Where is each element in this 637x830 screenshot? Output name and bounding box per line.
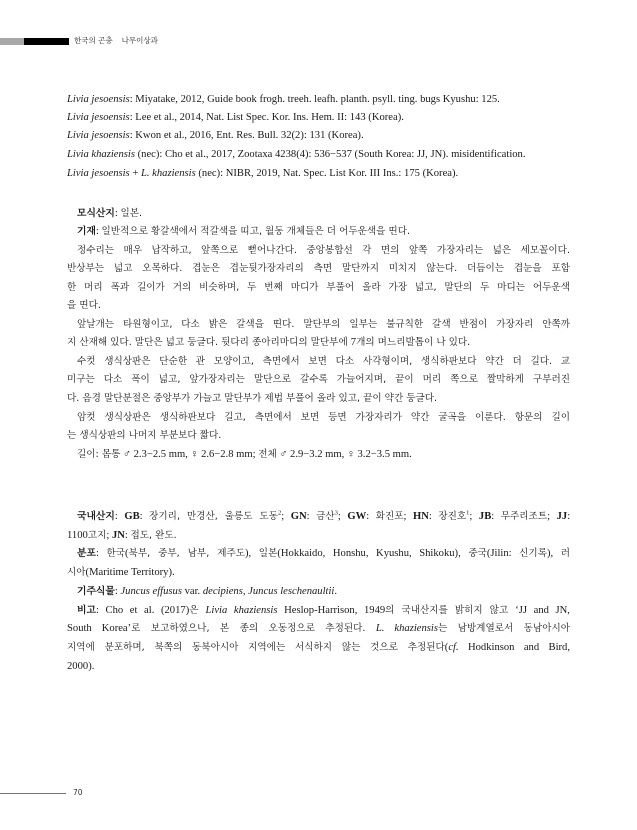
- text-segment: :: [567, 511, 570, 522]
- text-segment: 앞날개는 타원형이고, 다소 밝은 갈색을 띤다. 말단부의 일부는 불규칙한 갈색 반점이 가장자리 안쪽까: [77, 319, 570, 330]
- text-segment: :: [366, 511, 376, 522]
- text-segment: (nec): Cho et al., 2017, Zootaxa 4238(4): 536−537 (South Korea: JJ, JN). misidentification.: [134, 149, 526, 160]
- text-segment: (Maritime Territory).: [85, 567, 175, 578]
- text-line: [67, 566, 570, 580]
- text-line: [67, 660, 570, 674]
- text-segment: 지 산재해 있다. 말단은 넓고 둥글다. 뒷다리 종아리마디의 말단부에: [67, 337, 351, 348]
- section-label: 비고: [77, 605, 96, 616]
- text-line: [67, 429, 570, 443]
- text-segment: :: [95, 548, 107, 559]
- text-segment: ;: [547, 511, 557, 522]
- text-line: [67, 529, 570, 543]
- text-segment: ‘JJ and JN,: [515, 605, 570, 616]
- text-segment: (Jilin:: [486, 548, 520, 559]
- text-segment: JJ: [556, 511, 568, 522]
- text-segment: :: [114, 208, 121, 219]
- text-line: [77, 318, 570, 332]
- text-line: [67, 262, 570, 276]
- text-line: [67, 373, 570, 387]
- text-segment: 북부, 중부, 남부, 제주도: [128, 548, 246, 559]
- text-segment: : Cho et al. (2017): [95, 605, 190, 616]
- text-segment: +: [129, 168, 141, 179]
- text-segment: 전체: [258, 449, 277, 460]
- text-line: [67, 281, 570, 295]
- text-segment: 화진포: [375, 511, 404, 522]
- text-segment: 미구는 다소 폭이 넓고, 앞가장자리는 말단으로 갈수록 가늘어지며, 끝이 머리 쪽으로 짤막하게 구부러진: [67, 374, 570, 385]
- text-line: [67, 111, 570, 125]
- text-line: [67, 641, 570, 655]
- text-line: [67, 148, 570, 162]
- italic-term: L. khaziensis: [140, 168, 196, 179]
- text-segment: GB: [124, 511, 140, 522]
- text-segment: Heslop-Harrison, 1949: [277, 605, 386, 616]
- text-segment: (Hokkaido, Honshu, Kyushu, Shikoku),: [277, 548, 469, 559]
- text-segment: HN: [412, 511, 429, 522]
- italic-term: decipiens: [202, 586, 243, 597]
- text-segment: ),: [546, 548, 561, 559]
- text-segment: :: [95, 226, 102, 237]
- italic-term: Livia jesoensis: [67, 112, 130, 123]
- text-segment: 일본.: [120, 208, 143, 219]
- header-bar-black: [24, 38, 69, 45]
- italic-term: L. khaziensis: [375, 623, 438, 634]
- text-segment: 중국: [468, 548, 487, 559]
- footer-rule: [0, 793, 66, 794]
- text-segment: ;: [469, 511, 479, 522]
- text-segment: 반상부는 넓고 오목하다. 겹눈은 겹눈뒷가장자리의 측면 말단까지 미치지 않는다. 더듬이는 겹눈을 포함: [67, 263, 570, 274]
- text-segment: (nec): NIBR, 2019, Nat. Spec. List Kor. III Ins.: 175 (Korea).: [195, 168, 459, 179]
- italic-term: cf.: [448, 642, 459, 653]
- text-line: [77, 411, 570, 425]
- page-number: 70: [73, 788, 83, 797]
- text-line: [67, 129, 570, 143]
- text-line: [77, 225, 570, 239]
- text-segment: 한국: [106, 548, 126, 559]
- text-segment: GN: [290, 511, 307, 522]
- text-line: [77, 448, 570, 462]
- text-segment: 개의 며느리발톱이 나 있다.: [356, 337, 471, 348]
- text-segment: :: [491, 511, 501, 522]
- section-label: 국내산지: [77, 511, 115, 522]
- text-line: [77, 207, 570, 221]
- italic-term: Livia khaziensis: [205, 605, 278, 616]
- italic-term: Livia jesoensis: [67, 130, 130, 141]
- text-segment: ,: [242, 586, 249, 597]
- italic-term: Livia jesoensis: [67, 94, 130, 105]
- text-segment: 을 띤다.: [67, 300, 101, 311]
- text-segment: 한 머리 폭과 길이가 거의 비슷하며, 두 번째 마디가 부풀어 올라 가장 넓고, 말단의 두 마디는 어두운색: [67, 282, 570, 293]
- text-segment: 일본: [258, 548, 278, 559]
- text-segment: 다. 음경 말단분절은 중앙부가 가늘고 말단부가 제법 부풀어 올라 있고, 끝이 약간 둥글다.: [67, 393, 438, 404]
- book-title: 한국의 곤충: [74, 36, 113, 45]
- italic-term: Juncus effusus: [120, 586, 182, 597]
- text-segment: :: [124, 530, 131, 541]
- text-segment: 7: [350, 337, 357, 348]
- text-segment: 는 남방계열로서 동남아시아: [437, 623, 570, 634]
- text-segment: 무주리조트: [500, 511, 548, 522]
- text-line: [67, 299, 570, 313]
- text-segment: :: [114, 586, 121, 597]
- header-text: [74, 35, 167, 46]
- superscript: 1: [466, 510, 470, 517]
- text-segment: : Miyatake, 2012, Guide book frogh. treeh. leafh. planth. psyll. ting. bugs Kyushu: 125.: [129, 94, 500, 105]
- text-segment: ;: [106, 530, 112, 541]
- text-segment: :: [114, 511, 125, 522]
- text-segment: ♂ 2.9−3.2 mm, ♀ 3.2−3.5 mm.: [276, 449, 412, 460]
- text-segment: var.: [181, 586, 203, 597]
- text-line: [67, 93, 570, 107]
- text-line: [67, 336, 570, 350]
- chapter-title: 나무이상과: [121, 36, 158, 45]
- text-segment: : Kwon et al., 2016, Ent. Res. Bull. 32(2): 131 (Korea).: [129, 130, 364, 141]
- text-segment: JN: [111, 530, 125, 541]
- text-segment: 장진호: [438, 511, 467, 522]
- text-line: [67, 392, 570, 406]
- text-segment: 러: [560, 548, 570, 559]
- text-segment: 로 보고하였으나, 본 종의 오동정으로 추정된다.: [131, 623, 376, 634]
- text-segment: ),: [245, 548, 259, 559]
- text-segment: South Korea’: [67, 623, 132, 634]
- text-line: [77, 604, 570, 618]
- text-segment: ;: [403, 511, 413, 522]
- text-segment: (: [444, 642, 449, 653]
- section-label: 모식산지: [77, 208, 115, 219]
- text-segment: 의 국내산지를 밝히지 않고: [385, 605, 516, 616]
- text-segment: JB: [478, 511, 492, 522]
- superscript: 3: [334, 510, 338, 517]
- text-segment: 시아: [67, 567, 86, 578]
- text-line: [77, 510, 570, 524]
- text-line: [67, 167, 570, 181]
- text-line: [77, 585, 570, 599]
- section-label: 기재: [77, 226, 96, 237]
- italic-term: Juncus leschenaultii: [248, 586, 335, 597]
- text-segment: 2000).: [67, 661, 95, 672]
- text-segment: Hodkinson and Bird,: [458, 642, 570, 653]
- text-segment: ♂ 2.3−2.5 mm, ♀ 2.6−2.8 mm;: [120, 449, 259, 460]
- text-line: [67, 622, 570, 636]
- text-line: [77, 355, 570, 369]
- section-label: 기주식물: [77, 586, 115, 597]
- text-segment: 접도, 완도.: [130, 530, 177, 541]
- text-segment: 길이: 몸통: [77, 449, 121, 460]
- superscript: 2: [277, 510, 282, 517]
- text-segment: 신기록: [519, 548, 547, 559]
- text-segment: .: [334, 586, 338, 597]
- text-segment: (: [125, 548, 129, 559]
- text-segment: GW: [347, 511, 367, 522]
- section-label: 분포: [77, 548, 96, 559]
- text-segment: ;: [281, 511, 291, 522]
- text-segment: 일반적으로 황갈색에서 적갈색을 띠고, 월동 개체들은 더 어두운색을 띤다.: [101, 226, 411, 237]
- text-segment: 암컷 생식상판은 생식하판보다 길고, 측면에서 보면 등면 가장자리가 약간 굴곡을 이룬다. 항문의 길이: [77, 412, 570, 423]
- text-segment: :: [139, 511, 150, 522]
- text-segment: :: [428, 511, 439, 522]
- italic-term: Livia khaziensis: [67, 149, 135, 160]
- text-segment: 수컷 생식상판은 단순한 관 모양이고, 측면에서 보면 다소 사각형이며, 생식하판보다 약간 더 길다. 교: [77, 356, 570, 367]
- text-segment: 금산: [316, 511, 335, 522]
- text-segment: 고지: [87, 530, 107, 541]
- text-segment: 장기리, 만경산, 울릉도 도동: [149, 511, 278, 522]
- italic-term: Livia jesoensis: [67, 168, 130, 179]
- text-segment: : Lee et al., 2014, Nat. List Spec. Kor. Ins. Hem. II: 143 (Korea).: [129, 112, 404, 123]
- text-segment: 1100: [67, 530, 88, 541]
- text-segment: 는 생식상판의 나머지 부분보다 짧다.: [67, 430, 222, 441]
- text-line: [77, 244, 570, 258]
- header-bar-gray: [0, 38, 24, 45]
- text-segment: ;: [337, 511, 348, 522]
- text-segment: 은: [189, 605, 206, 616]
- text-segment: 지역에 분포하며, 북쪽의 동북아시아 지역에는 서식하지 않는 것으로 추정된다: [67, 642, 445, 653]
- text-segment: 정수리는 매우 납작하고, 앞쪽으로 뻗어나간다. 중앙봉합선 각 면의 앞쪽 가장자리는 넓은 세모꼴이다.: [77, 245, 570, 256]
- text-line: [77, 547, 570, 561]
- text-segment: :: [306, 511, 317, 522]
